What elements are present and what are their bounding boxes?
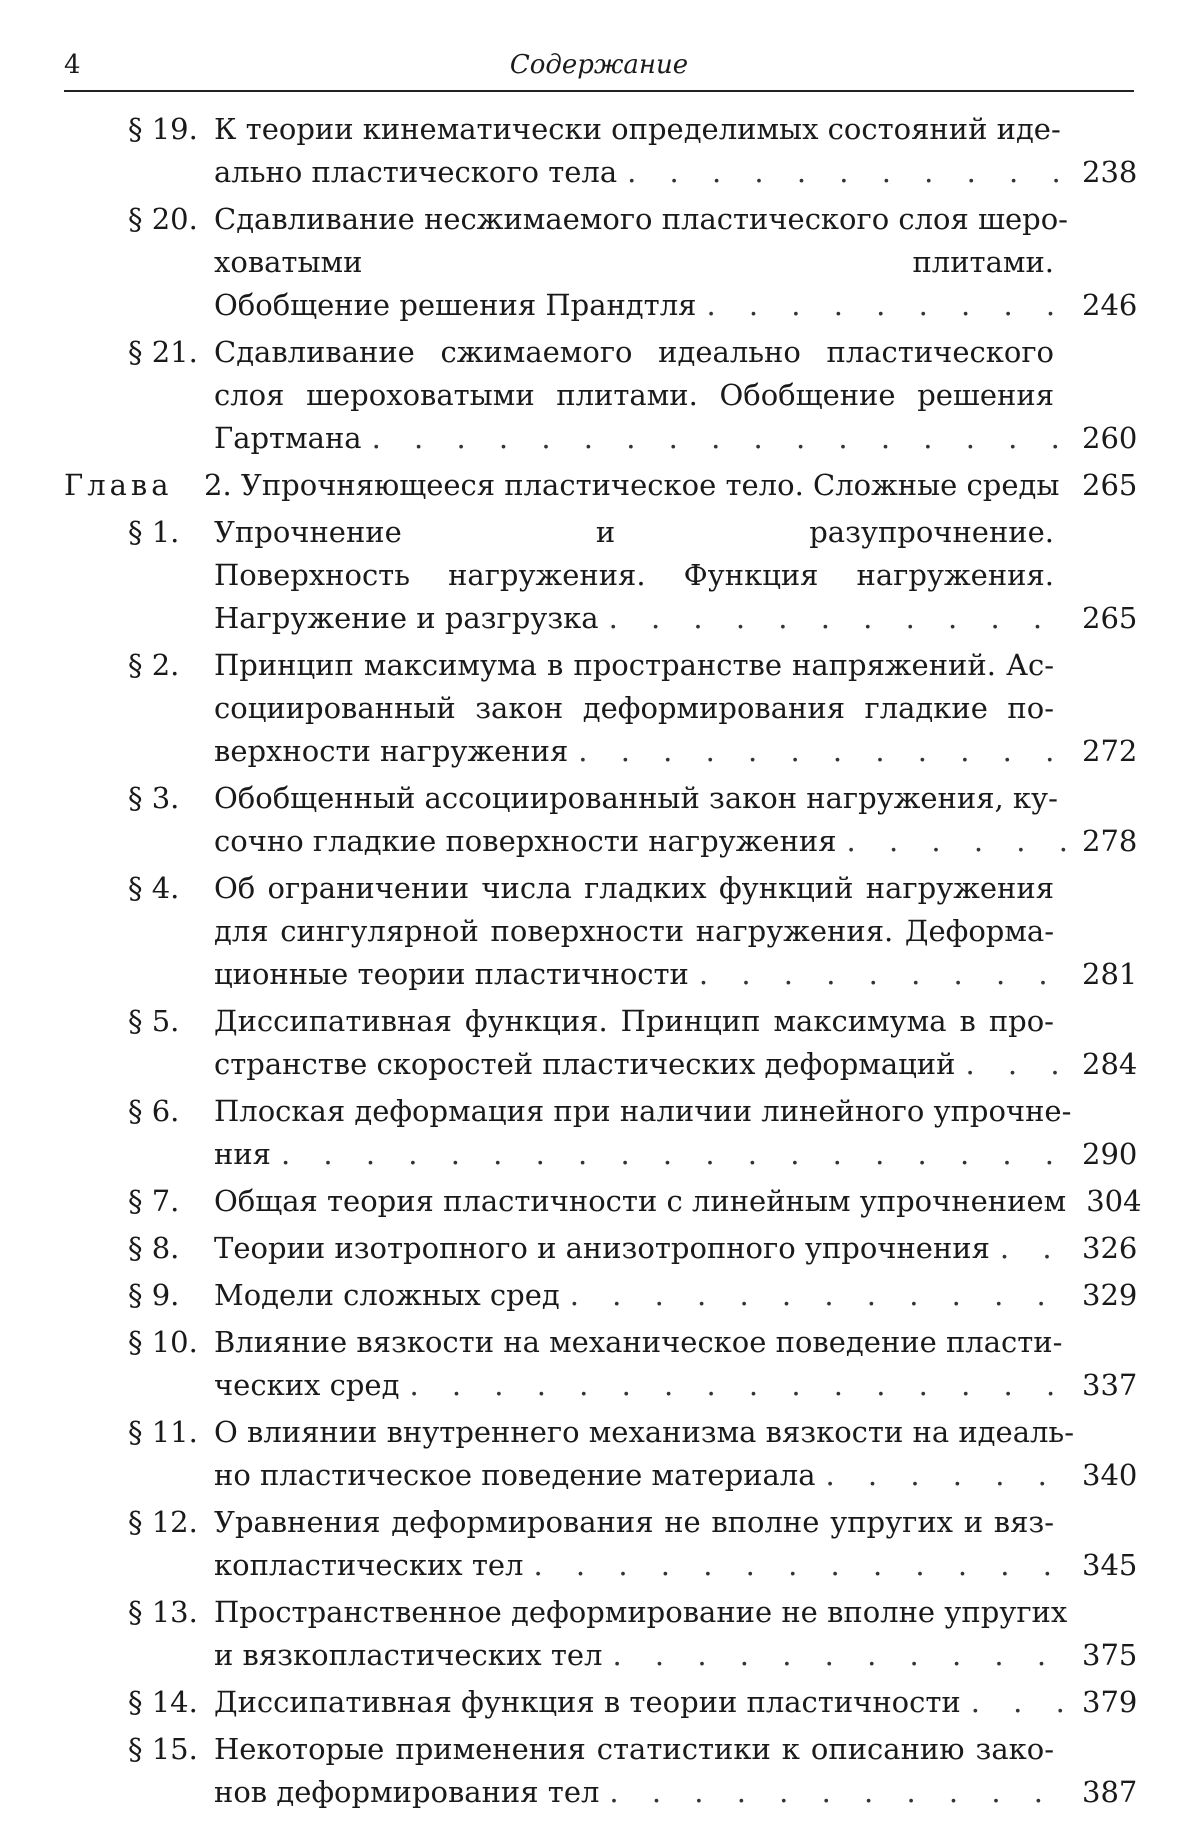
toc-entry-label: § 2. [128,648,180,682]
toc-entry-body [214,1227,1138,1270]
toc-section-entry [64,1274,1138,1317]
toc-entry-body [214,511,1138,640]
toc-entry-body [214,1411,1138,1497]
toc-entry-body [214,1090,1138,1176]
toc-entry-last-line [214,417,1138,460]
toc-page-number: 281 [1082,957,1138,991]
toc-entry-label: § 9. [128,1278,180,1312]
toc-entry-title-line: Влияние вязкости на механическое поведение пласти- [214,1325,1063,1359]
toc-entry-last-line [214,1227,1138,1270]
toc-section-entry [64,1227,1138,1270]
toc-page-number: 337 [1082,1368,1138,1402]
toc-entry-body [214,1728,1138,1814]
dot-leader [699,953,1072,996]
toc-entry-body [214,777,1138,863]
toc-entry-label: § 3. [128,781,180,815]
running-title: Содержание [509,50,689,80]
dot-leader [847,820,1072,863]
toc-entry-body [204,464,1138,507]
toc-entry-title-line: К теории кинематически определимых состояний иде- [214,112,1061,146]
toc-section-entry [64,1000,1138,1086]
toc-entry-label: § 4. [128,871,180,905]
page-header [64,44,1134,92]
toc-page-number: 379 [1082,1685,1138,1719]
toc-entry-label: § 5. [128,1004,180,1038]
toc-page-number: 290 [1082,1137,1138,1171]
toc-entry-title-line: Диссипативная функция. Принцип максимума в про- [214,1004,1054,1038]
toc-page-number: 238 [1082,155,1138,189]
toc-entry-title-end: но пластическое поведение материала [214,1458,816,1492]
toc-entry-label: § 10. [128,1325,198,1359]
toc-entry-last-line [214,1771,1138,1814]
dot-leader [533,1544,1072,1587]
toc-entry-last-line [214,820,1138,863]
toc-entry-title-end: Нагружение и разгрузка [214,601,599,635]
toc-section-entry [64,1681,1138,1724]
toc-page-number: 329 [1082,1278,1138,1312]
toc-section-entry [64,1591,1138,1677]
dot-leader [825,1454,1072,1497]
dot-leader [578,730,1072,773]
toc-entry-body [214,1501,1138,1587]
toc-entry-title-end: верхности нагружения [214,734,569,768]
toc-entry-title-end: Теории изотропного и анизотропного упрочнения [214,1231,990,1265]
toc-entry-title-end: ально пластического тела [214,155,618,189]
dot-leader [965,1043,1072,1086]
toc-entry-title-line: Сдавливание несжимаемого пластического слоя шеро- [214,202,1068,236]
toc-entry-body [214,331,1138,460]
toc-entry-label: § 14. [128,1685,198,1719]
toc-chapter-entry [64,464,1138,507]
toc-entry-body [214,644,1138,773]
dot-leader [570,1274,1072,1317]
toc-page-number: 265 [1082,601,1138,635]
toc-entry-title-line: Плоская деформация при наличии линейного упрочне- [214,1094,1072,1128]
toc-entry-title-line: Уравнения деформирования не вполне упругих и вяз- [214,1505,1054,1539]
toc-entry-last-line [214,1274,1138,1317]
toc-entry-title-line: Поверхность нагружения. Функция нагружения. [214,558,1054,592]
toc-entry-last-line [214,597,1138,640]
toc-entry-last-line [214,1364,1138,1407]
toc-entry-title-end: ния [214,1137,271,1171]
toc-entry-title-end: сочно гладкие поверхности нагружения [214,824,837,858]
toc-entry-title-line: слоя шероховатыми плитами. Обобщение решения [214,378,1054,412]
toc-section-entry [64,777,1138,863]
dot-leader [609,1771,1072,1814]
toc-section-entry [64,1728,1138,1814]
toc-entry-title-line: ховатыми плитами. [214,245,1054,279]
dot-leader [409,1364,1072,1407]
toc-page-number: 340 [1082,1458,1138,1492]
toc-entry-body [214,198,1138,327]
toc-section-entry [64,1090,1138,1176]
toc-entry-label: § 6. [128,1094,180,1128]
toc-entry-title-end: ческих сред [214,1368,400,1402]
toc-page-number: 246 [1082,288,1138,322]
toc-section-entry [64,198,1138,327]
dot-leader [1000,1227,1072,1270]
toc-entry-label: § 15. [128,1732,198,1766]
toc-entry-label: § 13. [128,1595,198,1629]
toc-entry-label: § 19. [128,112,198,146]
toc-entry-last-line [214,284,1138,327]
toc-entry-last-line [214,1681,1138,1724]
toc-page-number: 304 [1086,1184,1142,1218]
toc-entry-last-line [214,1043,1138,1086]
toc-entry-title-end: странстве скоростей пластических деформаций [214,1047,956,1081]
toc-page-number: 272 [1082,734,1138,768]
toc-entry-title-line: Принцип максимума в пространстве напряжений. Ас- [214,648,1054,682]
toc-entry-title-line: Об ограничении числа гладких функций нагружения [214,871,1054,905]
toc-section-entry [64,108,1138,194]
toc-entry-title-end: Гартмана [214,421,362,455]
dot-leader [1069,464,1072,507]
toc-entry-title-line: О влиянии внутреннего механизма вязкости на идеаль- [214,1415,1074,1449]
toc-section-entry [64,1501,1138,1587]
toc-section-entry [64,511,1138,640]
dot-leader [281,1133,1072,1176]
toc-page-number: 284 [1082,1047,1138,1081]
toc-entry-body [214,867,1138,996]
toc-entry-last-line [214,1634,1138,1677]
dot-leader [612,1634,1072,1677]
dot-leader [706,284,1072,327]
toc-entry-last-line [214,1180,1142,1223]
toc-entry-body [214,1000,1138,1086]
toc-entry-last-line [214,1454,1138,1497]
toc-page-number: 260 [1082,421,1138,455]
toc-entry-label: § 21. [128,335,198,369]
toc-entry-title-end: 2. Упрочняющееся пластическое тело. Сложные среды [204,468,1060,502]
page-number: 4 [64,50,81,80]
toc-entry-label: § 8. [128,1231,180,1265]
toc-entry-title-line: Пространственное деформирование не вполне упругих [214,1595,1068,1629]
toc-entry-last-line [214,1133,1138,1176]
toc-entry-title-line: Упрочнение и разупрочнение. [214,515,1054,549]
toc-entry-title-line: для сингулярной поверхности нагружения. Деформа- [214,914,1054,948]
toc-entry-title-end: копластических тел [214,1548,524,1582]
toc-section-entry [64,1321,1138,1407]
toc-page-number: 278 [1082,824,1138,858]
toc-entry-title-end: Диссипативная функция в теории пластичности [214,1685,961,1719]
dot-leader [971,1681,1072,1724]
toc-entry-last-line [214,953,1138,996]
toc-entry-label: § 20. [128,202,198,236]
toc-page-number: 387 [1082,1775,1138,1809]
toc-entry-last-line [204,464,1138,507]
toc-entry-title-end: Модели сложных сред [214,1278,560,1312]
dot-leader [627,151,1072,194]
toc-entry-title-line: Некоторые применения статистики к описанию зако- [214,1732,1054,1766]
toc-entry-last-line [214,1544,1138,1587]
toc-page-number: 375 [1082,1638,1138,1672]
dot-leader [372,417,1072,460]
toc-entry-body [214,1274,1138,1317]
toc-entry-label: § 12. [128,1505,198,1539]
toc-entry-title-line: Обобщенный ассоциированный закон нагружения, ку- [214,781,1058,815]
toc-entry-body [214,1180,1142,1223]
toc-entry-label: § 1. [128,515,180,549]
toc-section-entry [64,867,1138,996]
toc-page-number: 345 [1082,1548,1138,1582]
toc-section-entry [64,331,1138,460]
toc-entry-title-end: ционные теории пластичности [214,957,689,991]
toc-entry-body [214,1321,1138,1407]
toc-entry-label: § 7. [128,1184,180,1218]
toc-entry-body [214,108,1138,194]
toc-page-number: 326 [1082,1231,1138,1265]
toc-entry-body [214,1591,1138,1677]
toc-entry-title-end: Общая теория пластичности с линейным упрочнением [214,1184,1067,1218]
toc-entry-last-line [214,151,1138,194]
toc-entry-title-end: нов деформирования тел [214,1775,600,1809]
toc-entry-title-line: Сдавливание сжимаемого идеально пластического [214,335,1054,369]
toc-entry-label: Глава [64,468,173,502]
toc-entry-title-end: и вязкопластических тел [214,1638,603,1672]
dot-leader [609,597,1072,640]
toc-entry-body [214,1681,1138,1724]
toc-entry-label: § 11. [128,1415,198,1449]
toc-section-entry [64,1180,1142,1223]
toc-entry-last-line [214,730,1138,773]
toc-entry-title-end: Обобщение решения Прандтля [214,288,697,322]
toc-page-number: 265 [1082,468,1138,502]
toc-entry-title-line: социированный закон деформирования гладкие по- [214,691,1054,725]
toc-section-entry [64,1411,1138,1497]
table-of-contents [64,108,1142,1818]
toc-section-entry [64,644,1138,773]
